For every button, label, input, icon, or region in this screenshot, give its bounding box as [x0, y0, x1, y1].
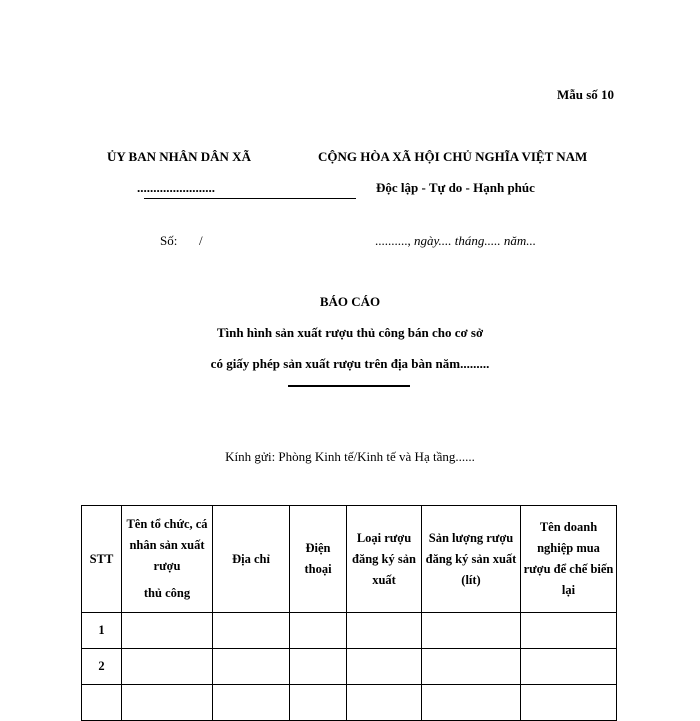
row-stt	[82, 685, 122, 721]
col-header-buyer: Tên doanh nghiệp mua rượu để chế biến lại	[521, 506, 617, 613]
recipient-line: Kính gửi: Phòng Kinh tế/Kinh tế và Hạ tầng......	[225, 449, 475, 464]
table-row	[82, 649, 617, 685]
report-table	[81, 505, 617, 721]
table-cell	[347, 649, 422, 685]
table-cell	[122, 685, 213, 721]
table-cell	[521, 649, 617, 685]
col-header-volume: Sản lượng rượu đăng ký sản xuất (lít)	[422, 506, 521, 613]
col-header-product-type: Loại rượu đăng ký sản xuất	[347, 506, 422, 613]
table-cell	[213, 649, 290, 685]
table-cell	[422, 649, 521, 685]
col-header-producer-sub: thủ công	[143, 586, 191, 600]
country-name: CỘNG HÒA XÃ HỘI CHỦ NGHĨA VIỆT NAM	[318, 149, 588, 164]
table-cell	[422, 613, 521, 649]
date-line	[375, 233, 536, 249]
col-header-producer-main: Tên tổ chức, cá nhân sản xuất rượu	[126, 517, 208, 573]
date-place-placeholder: ..........,	[375, 233, 411, 248]
table-cell	[422, 685, 521, 721]
table-cell	[521, 613, 617, 649]
issuing-organization: ỦY BAN NHÂN DÂN XÃ	[107, 149, 251, 164]
col-header-address: Địa chỉ	[213, 506, 290, 613]
table-cell	[213, 685, 290, 721]
table-cell	[122, 613, 213, 649]
row-stt: 2	[82, 649, 122, 685]
document-number-slash: /	[199, 233, 203, 248]
col-header-stt: STT	[82, 506, 122, 613]
report-subtitle-line-1: Tình hình sản xuất rượu thủ công bán cho cơ sở	[216, 325, 484, 340]
table-cell	[290, 685, 347, 721]
organization-underline	[144, 198, 356, 199]
table-header-row	[82, 506, 617, 613]
table-row	[82, 613, 617, 649]
table-cell	[213, 613, 290, 649]
table-row	[82, 685, 617, 721]
document-number-label: Số:	[160, 233, 178, 248]
report-subtitle-line-2: có giấy phép sản xuất rượu trên địa bàn năm.........	[210, 356, 490, 371]
date-text: ngày.... tháng..... năm...	[410, 233, 537, 248]
organization-name-placeholder: ........................	[137, 180, 215, 195]
table-cell	[290, 613, 347, 649]
national-motto: Độc lập - Tự do - Hạnh phúc	[376, 180, 535, 195]
report-title: BÁO CÁO	[319, 294, 381, 309]
col-header-phone: Điện thoại	[290, 506, 347, 613]
row-stt: 1	[82, 613, 122, 649]
table-cell	[122, 649, 213, 685]
col-header-producer	[122, 506, 213, 613]
title-underline	[288, 385, 410, 387]
table-cell	[521, 685, 617, 721]
table-cell	[290, 649, 347, 685]
table-cell	[347, 613, 422, 649]
form-number: Mẫu số 10	[557, 87, 615, 102]
table-cell	[347, 685, 422, 721]
